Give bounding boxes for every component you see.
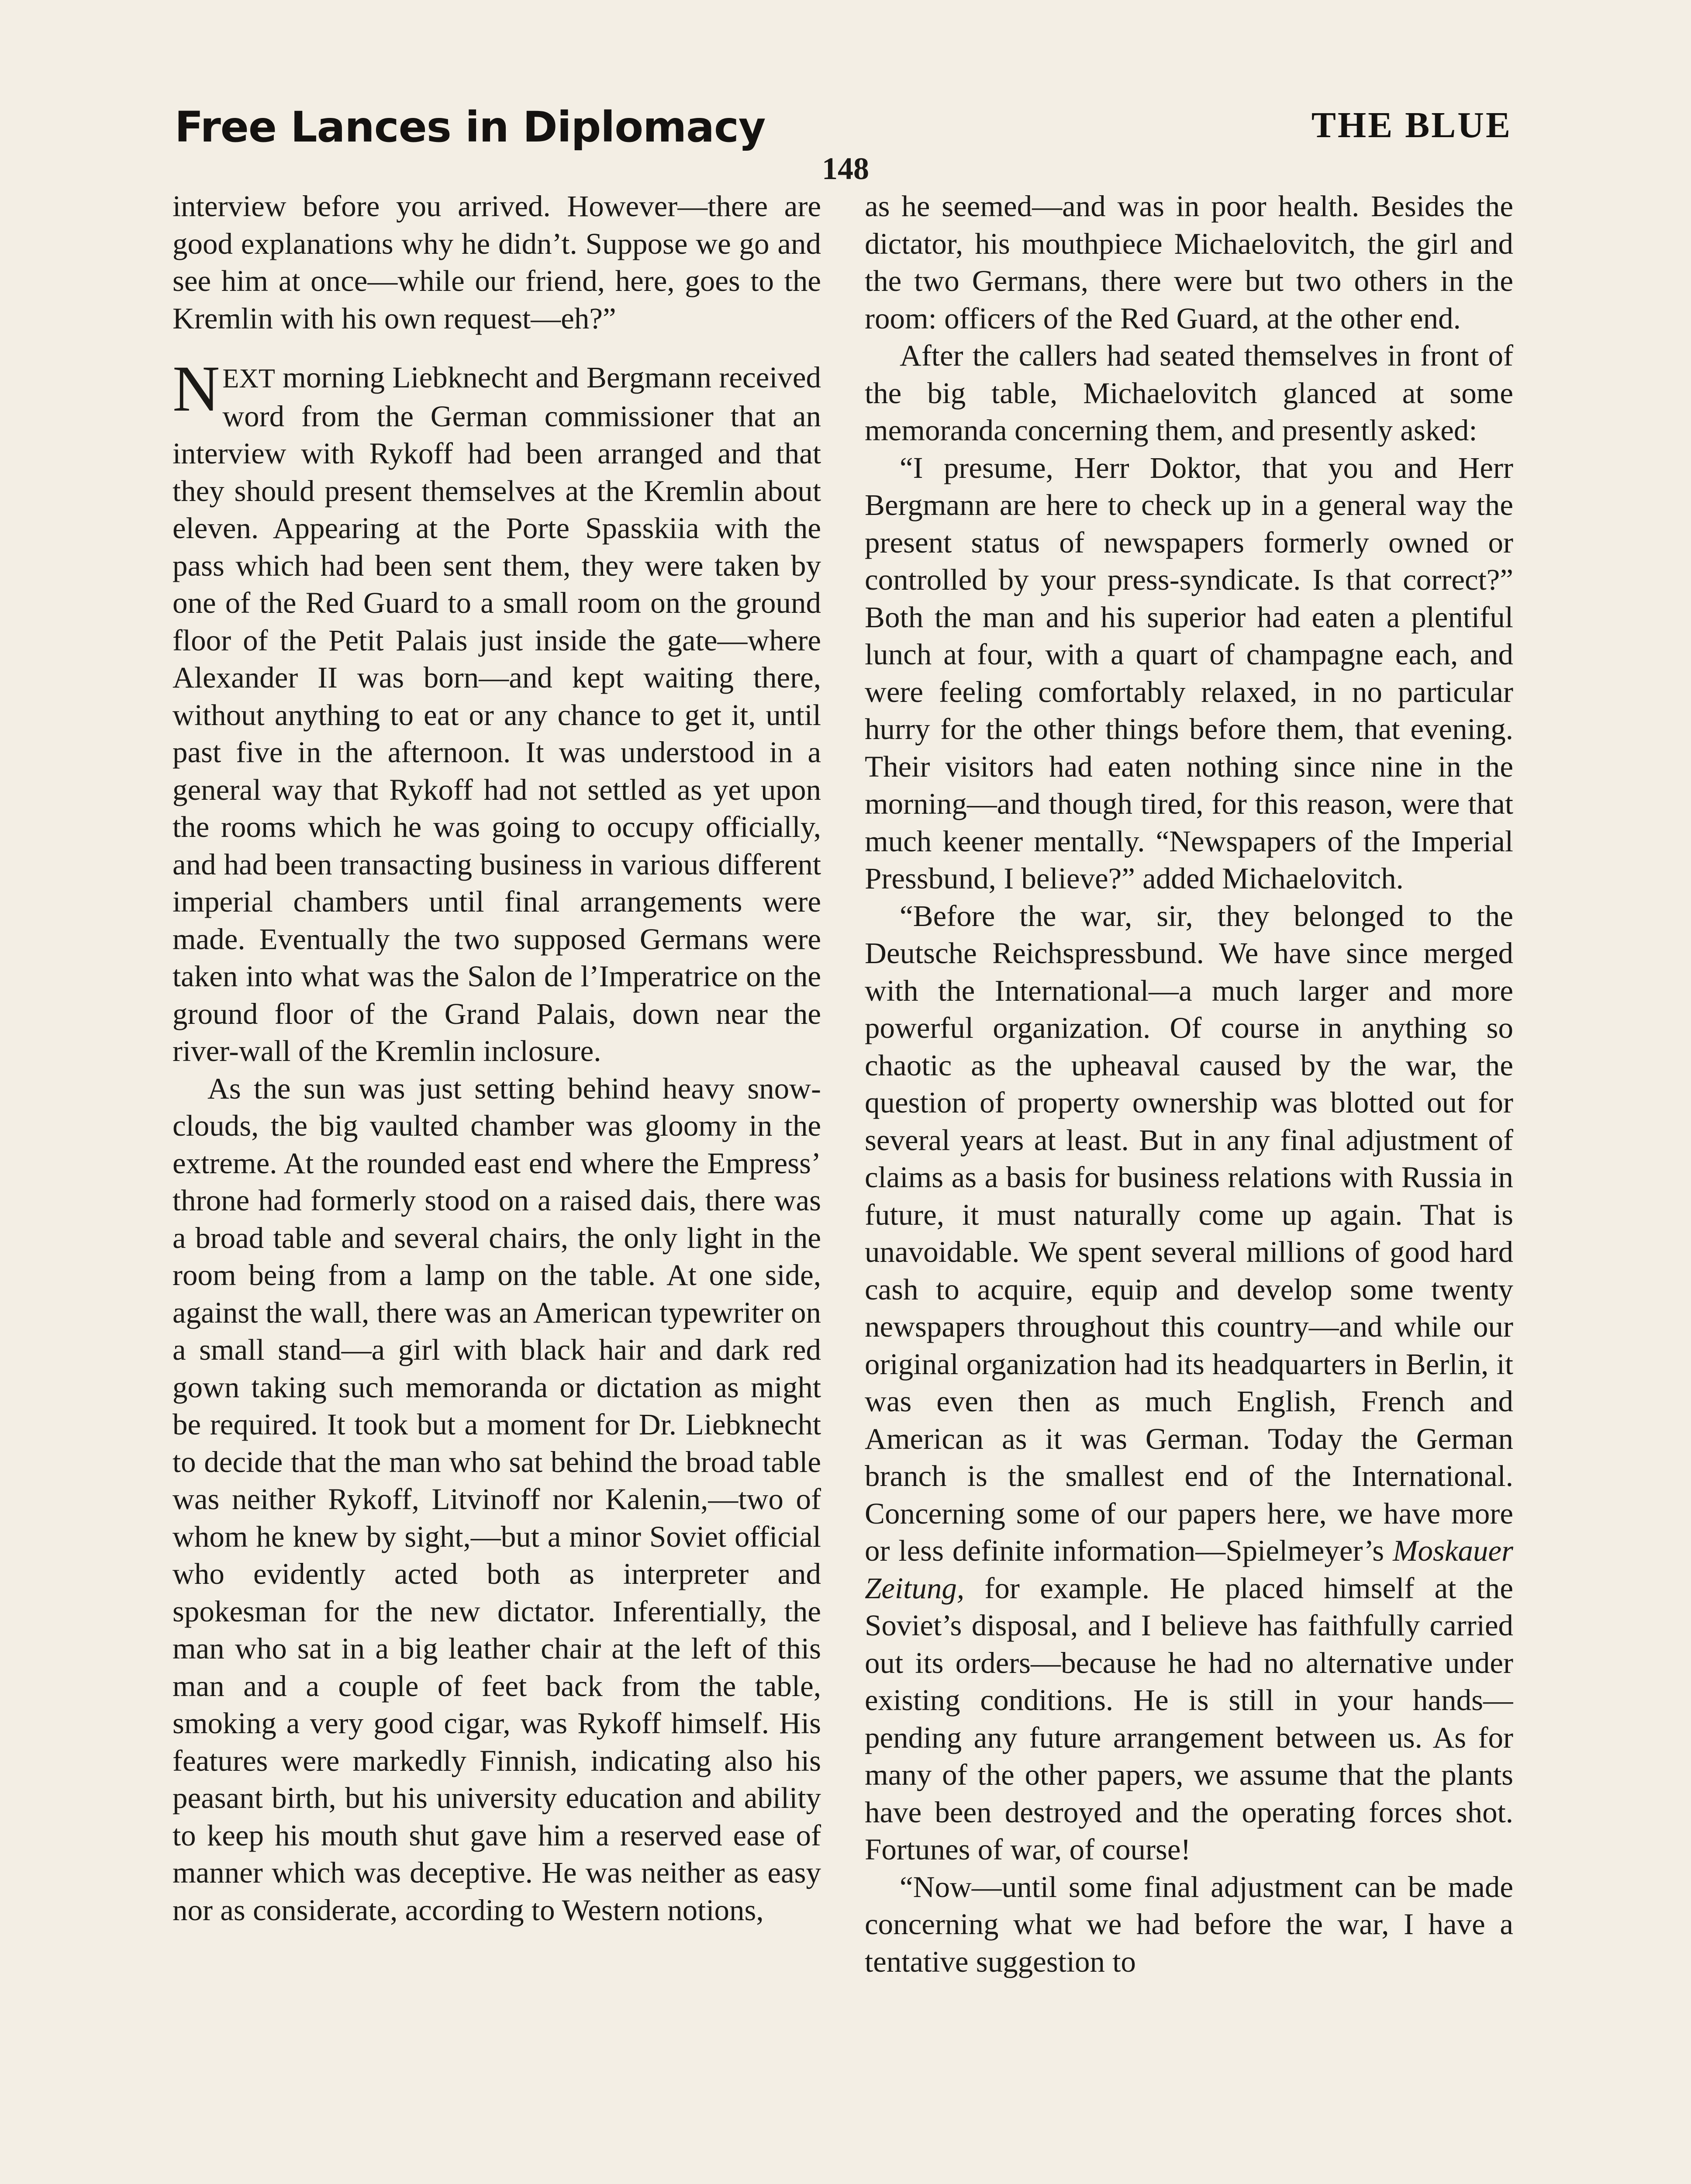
paragraph: “I presume, Herr Doktor, that you and Herr Bergmann are here to check up in a general way the present status of newspapers formerly owned or controlled by your press-syndicate. Is that correct?” Both the man and his superior had eaten a plentiful lunch at four, with a quart of champagne each, and were feeling comfortably relaxed, in no particular hurry for the other things before them, that evening. Their visitors had eaten nothing since nine in the morning—and though tired, for this reason, were that much keener mentally. “Newspapers of the Imperial Pressbund, I believe?” added Michaelovitch. [865,451,1513,895]
right-column [865,188,1513,2184]
newspaper-title: Moskauer Zeitung, [865,1534,1513,1605]
left-column [173,188,821,2184]
paragraph-dropcap [173,352,821,1070]
paragraph: as he seemed—and was in poor health. Besides the dictator, his mouthpiece Michaelovitch, the girl and the two Germans, there were but two others in the room: officers of the Red Guard, at the other end. [865,190,1513,335]
article-title: Free Lances in Diplomacy [175,103,766,152]
paragraph: “Now—until some final adjustment can be made concerning what we had before the war, I have a tentative suggestion to [865,1870,1513,1978]
paragraph: interview before you arrived. However—there are good explanations why he didn’t. Suppose we go and see him at once—while our friend, here, goes to the Kremlin with his own request—eh?” [173,190,821,335]
magazine-name: THE BLUE [1311,105,1512,145]
paragraph: After the callers had seated themselves in front of the big table, Michaelovitch glanced at some memoranda concerning them, and presently asked: [865,339,1513,447]
paragraph: As the sun was just setting behind heavy snow-clouds, the big vaulted chamber was gloomy in the extreme. At the rounded east end where the Empress’ throne had formerly stood on a raised dais, there was a broad table and several chairs, the only light in the room being from a lamp on the table. At one side, against the wall, there was an American typewriter on a small stand—a girl with black hair and dark red gown taking such memoranda or dictation as might be required. It took but a moment for Dr. Liebknecht to decide that the man who sat behind the broad table was neither Rykoff, Litvinoff nor Kalenin,—two of whom he knew by sight,—but a minor Soviet official who evidently acted both as interpreter and spokesman for the new dictator. Inferentially, the man who sat in a big leather chair at the left of this man and a couple of feet back from the table, smoking a very good cigar, was Rykoff himself. His features were markedly Finnish, indicating also his peasant birth, but his university education and ability to keep his mouth shut gave him a reserved ease of manner which was deceptive. He was neither as easy nor as considerate, according to Western notions, [173,1071,821,1927]
page-number: 148 [822,151,869,186]
paragraph-text: “Before the war, sir, they belonged to the Deutsche Reichspressbund. We have since merged with the International—a much larger and more powerful organization. Of course in anything so chaotic as the upheaval caused by the war, the question of property ownership was blotted out for several years at least. But in any final adjustment of claims as a basis for business relations with Russia in future, it must naturally come up again. That is unavoidable. We spent several millions of good hard cash to acquire, equip and develop some twenty newspapers throughout this country—and while our original organization had its headquarters in Berlin, it was even then as much English, French and American as it was German. Today the German branch is the smallest end of the International. Concerning some of our papers here, we have more or less definite information—Spielmeyer’s [865,899,1513,1567]
paragraph-text: for example. He placed himself at the Soviet’s disposal, and I believe has faithfully carried out its orders—because he had no alternative under existing conditions. He is still in your hands—pending any future arrangement between us. As for many of the other papers, we assume that the plants have been destroyed and the operating forces shot. Fortunes of war, of course! [865,1571,1513,1866]
paragraph [865,898,1513,1869]
paragraph-text: morning Liebknecht and Bergmann received word from the German commissioner that an interview with Rykoff had been arranged and that they should present themselves at the Kremlin about eleven. Appearing at the Porte Spasskiia with the pass which had been sent them, they were taken by one of the Red Guard to a small room on the ground floor of the Petit Palais just inside the gate—where Alexander II was born—and kept waiting there, without anything to eat or any chance to get it, until past five in the afternoon. It was understood in a general way that Rykoff had not settled as yet upon the rooms which he was going to occupy officially, and had been transacting business in various different imperial chambers until final arrangements were made. Eventually the two supposed Germans were taken into what was the Salon de l’Imperatrice on the ground floor of the Grand Palais, down near the river-wall of the Kremlin inclosure. [173,361,821,1068]
drop-cap: N [173,352,220,425]
small-caps-lead: EXT [222,364,275,394]
